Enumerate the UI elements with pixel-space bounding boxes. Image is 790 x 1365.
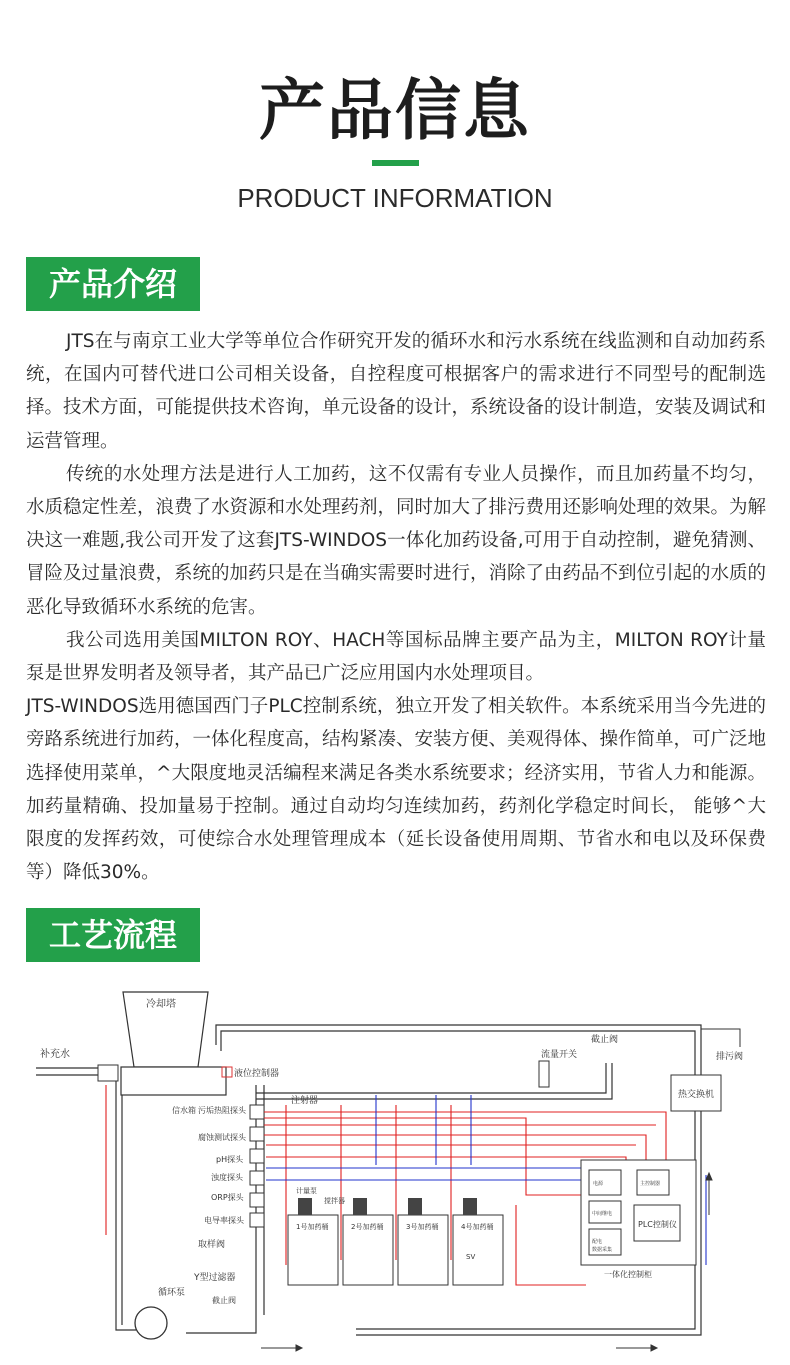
page-title: 产品信息 [259, 72, 531, 149]
mixer-label: 搅拌器 [324, 1197, 345, 1205]
title-accent-bar [372, 160, 419, 166]
sensor-label: 浊度探头 [211, 1173, 243, 1182]
sensor-label: pH探头 [216, 1155, 244, 1164]
sensor-label: 腐蚀测试探头 [198, 1133, 246, 1142]
section-label-process: 工艺流程 [26, 908, 200, 962]
tank-label: 2号加药桶 [351, 1223, 384, 1231]
intro-text [26, 325, 766, 889]
sensor-label: 污垢热阻探头 [198, 1106, 246, 1115]
injector-label: 注射器 [291, 1096, 319, 1106]
sensor-label: ORP探头 [211, 1193, 244, 1202]
makeup-valve [98, 1065, 118, 1081]
metering-pump-label: 计量泵 [296, 1187, 317, 1195]
cabinet-module-label: 主控制器 [640, 1181, 661, 1187]
cabinet-module-label: 数据采集 [592, 1247, 613, 1253]
tank-mark: SV [466, 1253, 476, 1261]
stop-valve-top-label: 截止阀 [591, 1035, 619, 1045]
cooling-tower [121, 992, 226, 1095]
page-subtitle: PRODUCT INFORMATION [237, 183, 553, 213]
flow-switch [539, 1061, 549, 1087]
intro-paragraph: 我公司选用美国MILTON ROY、HACH等国标品牌主要产品为主，MILTON ROY计量泵是世界发明者及领导者，其产品已广泛应用国内水处理项目。 [26, 629, 766, 685]
sensor-column [172, 1105, 247, 1225]
intro-paragraph: JTS-WINDOS选用德国西门子PLC控制系统，独立开发了相关软件。本系统采用当今先进的旁路系统进行加药，一体化程度高，结构紧凑、安装方便、美观得体、操作简单，可广泛地选择使用菜单，^大限度地灵活编程来满足各类水系统要求；经济实用，节省人力和能源。加药量精确、投加量易于控制。通过自动均匀连续加药，药剂化学稳定时间长， 能够^大限度的发挥药效，可使综合水处理管理成本（延长设备使用周期、节省水和电以及环保费等）降低30%。 [26, 696, 767, 884]
sensor-label: 信水箱 [172, 1106, 196, 1115]
tank-label: 3号加药桶 [406, 1223, 439, 1231]
flow-switch-label: 流量开关 [541, 1050, 578, 1060]
process-flow-diagram [26, 985, 766, 1355]
control-cabinet [581, 1160, 696, 1279]
circulation-pump [135, 1307, 167, 1339]
intro-paragraph: 传统的水处理方法是进行人工加药，这不仅需有专业人员操作，而且加药量不均匀，水质稳定性差，浪费了水资源和水处理药剂，同时加大了排污费用还影响处理的效果。为解决这一难题,我公司开发了这套JTS-WINDOS一体化加药设备,可用于自动控制，避免猜测、冒险及过量浪费，系统的加药只是在当确实需要时进行，消除了由药品不到位引起的水质的恶化导致循环水系统的危害。 [26, 463, 767, 618]
heat-exchanger-label: 热交换机 [678, 1090, 715, 1100]
cabinet-module-label: 配电 [592, 1239, 603, 1245]
sensor-label: 电导率探头 [204, 1216, 244, 1225]
cabinet-module-label: 电源 [593, 1181, 604, 1187]
plc-label: PLC控制仪 [638, 1220, 677, 1229]
stop-valve-bottom-label: 截止阀 [212, 1296, 236, 1305]
cabinet-label: 一体化控制柜 [604, 1270, 652, 1279]
cooling-tower-label: 冷却塔 [146, 999, 176, 1010]
drain-valve-label: 排污阀 [716, 1052, 744, 1062]
circulation-pump-label: 循环泵 [158, 1288, 186, 1298]
drain-pipe [701, 1029, 740, 1047]
makeup-water-label: 补充水 [40, 1049, 70, 1060]
sampling-valve-label: 取样阀 [198, 1240, 226, 1250]
section-label-intro: 产品介绍 [26, 257, 200, 311]
tank-label: 1号加药桶 [296, 1223, 329, 1231]
cabinet-module-label: 中间继电 [592, 1211, 613, 1217]
intro-paragraph: JTS在与南京工业大学等单位合作研究开发的循环水和污水系统在线监测和自动加药系统，在国内可替代进口公司相关设备，自控程度可根据客户的需求进行不同型号的配制选择。技术方面，可能提供技术咨询，单元设备的设计，系统设备的设计制造，安装及调试和运营管理。 [26, 331, 767, 452]
sensor-blocks [250, 1105, 264, 1227]
y-filter-label: Y型过滤器 [194, 1273, 236, 1283]
level-controller-label: 液位控制器 [234, 1069, 280, 1079]
tank-label: 4号加药桶 [461, 1223, 494, 1231]
